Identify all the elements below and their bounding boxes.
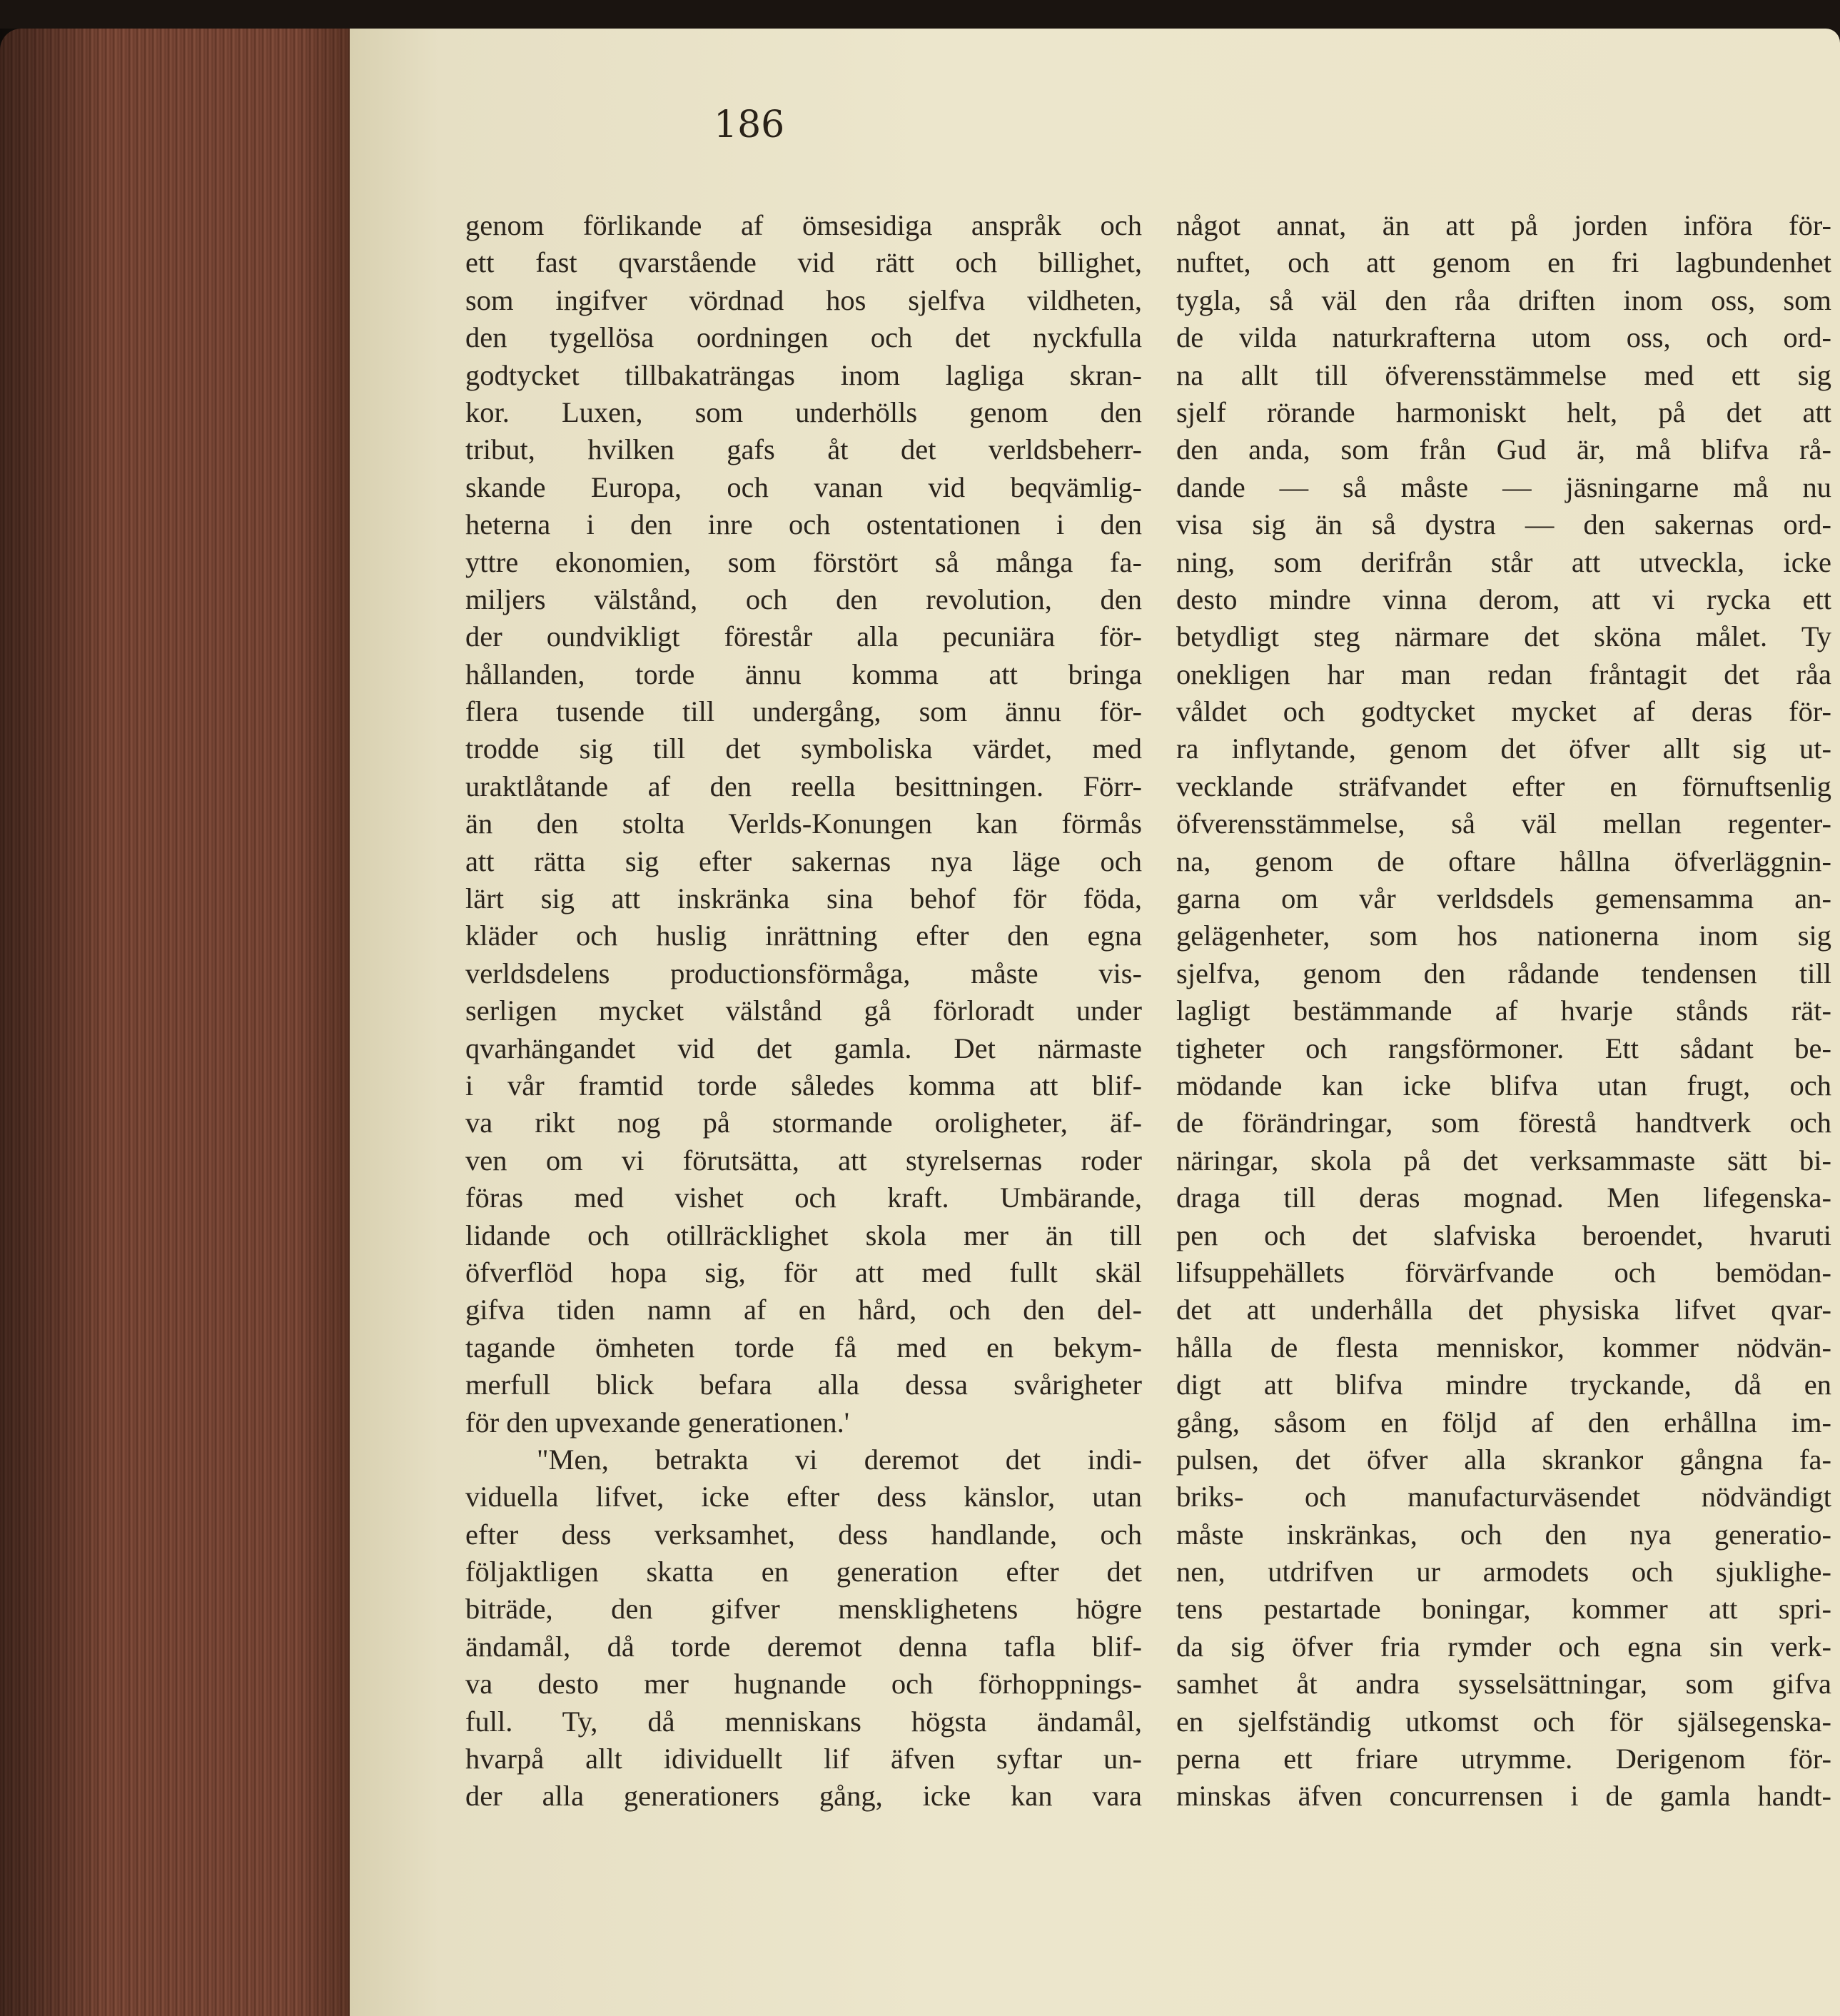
text-line: minskas äfven concurrensen i de gamla handt- [1176,1780,1831,1813]
text-line: pulsen, det öfver alla skrankor gångna fa- [1176,1443,1831,1476]
text-line: desto mindre vinna derom, att vi rycka ett [1176,583,1831,615]
right-text-column [1176,207,1831,1815]
text-line: de förändringar, som förestå handtverk och [1176,1107,1831,1139]
text-line: öfverensstämmelse, så väl mellan regenter- [1176,807,1831,840]
text-line: gång, såsom en följd af den erhållna im- [1176,1406,1831,1438]
text-line: den tygellösa oordningen och det nyckfulla [465,321,1142,354]
text-line: lärt sig att inskränka sina behof för föda, [465,882,1142,915]
text-line: qvarhängandet vid det gamla. Det närmaste [465,1032,1142,1064]
text-line: heterna i den inre och ostentationen i den [465,508,1142,541]
text-line: vecklande sträfvandet efter en förnuftsenlig [1176,770,1831,802]
text-line: föras med vishet och kraft. Umbärande, [465,1181,1142,1214]
text-line: pen och det slafviska beroendet, hvaruti [1176,1219,1831,1251]
text-line: hållanden, torde ännu komma att bringa [465,657,1142,690]
text-line: garna om vår verldsdels gemensamma an- [1176,882,1831,915]
text-line: genom förlikande af ömsesidiga anspråk och [465,209,1142,241]
text-line: flera tusende till undergång, som ännu för- [465,695,1142,728]
text-line: der alla generationers gång, icke kan vara [465,1780,1142,1813]
text-line: det att underhålla det physiska lifvet qvar- [1176,1294,1831,1326]
text-line: onekligen har man redan fråntagit det råa [1176,657,1831,690]
text-line: tygla, så väl den råa driften inom oss, som [1176,283,1831,316]
text-line: än den stolta Verlds-Konungen kan förmås [465,807,1142,840]
text-line: visa sig än så dystra — den sakernas ord- [1176,508,1831,541]
text-line: öfverflöd hopa sig, för att med fullt skäl [465,1256,1142,1289]
page-number: 186 [714,104,785,146]
text-line: som ingifver vördnad hos sjelfva vildheten, [465,283,1142,316]
text-line: digt att blifva mindre tryckande, då en [1176,1369,1831,1401]
text-line: dande — så måste — jäsningarne må nu [1176,470,1831,503]
text-line: sjelf rörande harmoniskt helt, på det att [1176,395,1831,428]
text-line: ett fast qvarstående vid rätt och billighet, [465,246,1142,279]
text-line: serligen mycket välstånd gå förloradt under [465,994,1142,1027]
text-line: gelägenheter, som hos nationerna inom sig [1176,919,1831,952]
text-line: ändamål, då torde deremot denna tafla blif- [465,1630,1142,1663]
text-line: verldsdelens productionsförmåga, måste vis- [465,957,1142,989]
text-line: na allt till öfverensstämmelse med ett sig [1176,358,1831,391]
text-line: viduella lifvet, icke efter dess känslor, utan [465,1481,1142,1513]
text-line: va rikt nog på stormande oroligheter, äf- [465,1107,1142,1139]
text-line: miljers välstånd, och den revolution, den [465,583,1142,615]
text-line: perna ett friare utrymme. Derigenom för- [1176,1743,1831,1775]
text-line: ning, som derifrån står att utveckla, icke [1176,545,1831,578]
text-line: en sjelfständig utkomst och för själsegenska- [1176,1705,1831,1738]
text-line: att rätta sig efter sakernas nya läge och [465,845,1142,877]
text-line: na, genom de oftare hållna öfverläggnin- [1176,845,1831,877]
book-page-edges [0,29,350,2016]
text-line: de vilda naturkrafterna utom oss, och ord- [1176,321,1831,354]
text-line: tigheter och rangsförmoner. Ett sådant be- [1176,1032,1831,1064]
text-line: biträde, den gifver mensklighetens högre [465,1593,1142,1626]
text-line: draga till deras mognad. Men lifegenska- [1176,1181,1831,1214]
text-line: den anda, som från Gud är, må blifva rå- [1176,433,1831,466]
text-line: da sig öfver fria rymder och egna sin verk- [1176,1630,1831,1663]
text-line: briks- och manufacturväsendet nödvändigt [1176,1481,1831,1513]
text-line: hvarpå allt idividuellt lif äfven syftar un- [465,1743,1142,1775]
text-line: trodde sig till det symboliska värdet, med [465,732,1142,765]
text-line: mödande kan icke blifva utan frugt, och [1176,1069,1831,1102]
text-line: nuftet, och att genom en fri lagbundenhet [1176,246,1831,279]
text-line: godtycket tillbakaträngas inom lagliga skran- [465,358,1142,391]
text-line: "Men, betrakta vi deremot det indi- [537,1443,1142,1476]
text-line: något annat, än att på jorden införa för- [1176,209,1831,241]
text-line: skande Europa, och vanan vid beqvämlig- [465,470,1142,503]
text-line: tribut, hvilken gafs åt det verldsbeherr- [465,433,1142,466]
text-line: efter dess verksamhet, dess handlande, och [465,1518,1142,1551]
text-line: full. Ty, då menniskans högsta ändamål, [465,1705,1142,1738]
text-line: tens pestartade boningar, kommer att spri- [1176,1593,1831,1626]
text-line: hålla de flesta menniskor, kommer nödvän- [1176,1331,1831,1364]
text-line: lidande och otillräcklighet skola mer än till [465,1219,1142,1251]
text-line: merfull blick befara alla dessa svårigheter [465,1369,1142,1401]
text-line: ra inflytande, genom det öfver allt sig ut- [1176,732,1831,765]
text-line: va desto mer hugnande och förhoppnings- [465,1668,1142,1700]
text-line: lagligt bestämmande af hvarje stånds rät- [1176,994,1831,1027]
text-line: sjelfva, genom den rådande tendensen till [1176,957,1831,989]
text-line: måste inskränkas, och den nya generatio- [1176,1518,1831,1551]
text-line: kläder och huslig inrättning efter den egna [465,919,1142,952]
text-line: näringar, skola på det verksammaste sätt bi- [1176,1144,1831,1176]
text-line: nen, utdrifven ur armodets och sjuklighe- [1176,1556,1831,1588]
text-line: betydligt steg närmare det sköna målet. Ty [1176,620,1831,653]
left-text-column [465,207,1142,1815]
text-line: för den upvexande generationen.' [465,1406,850,1438]
text-line: der oundvikligt förestår alla pecuniära för- [465,620,1142,653]
text-line: i vår framtid torde således komma att blif- [465,1069,1142,1102]
text-line: yttre ekonomien, som förstört så många fa- [465,545,1142,578]
text-line: kor. Luxen, som underhölls genom den [465,395,1142,428]
text-line: uraktlåtande af den reella besittningen. Förr- [465,770,1142,802]
text-line: samhet åt andra sysselsättningar, som gifva [1176,1668,1831,1700]
text-line: tagande ömheten torde få med en bekym- [465,1331,1142,1364]
text-line: lifsuppehällets förvärfvande och bemödan- [1176,1256,1831,1289]
text-line: följaktligen skatta en generation efter det [465,1556,1142,1588]
text-line: våldet och godtycket mycket af deras för- [1176,695,1831,728]
text-line: gifva tiden namn af en hård, och den del- [465,1294,1142,1326]
text-line: ven om vi förutsätta, att styrelsernas roder [465,1144,1142,1176]
